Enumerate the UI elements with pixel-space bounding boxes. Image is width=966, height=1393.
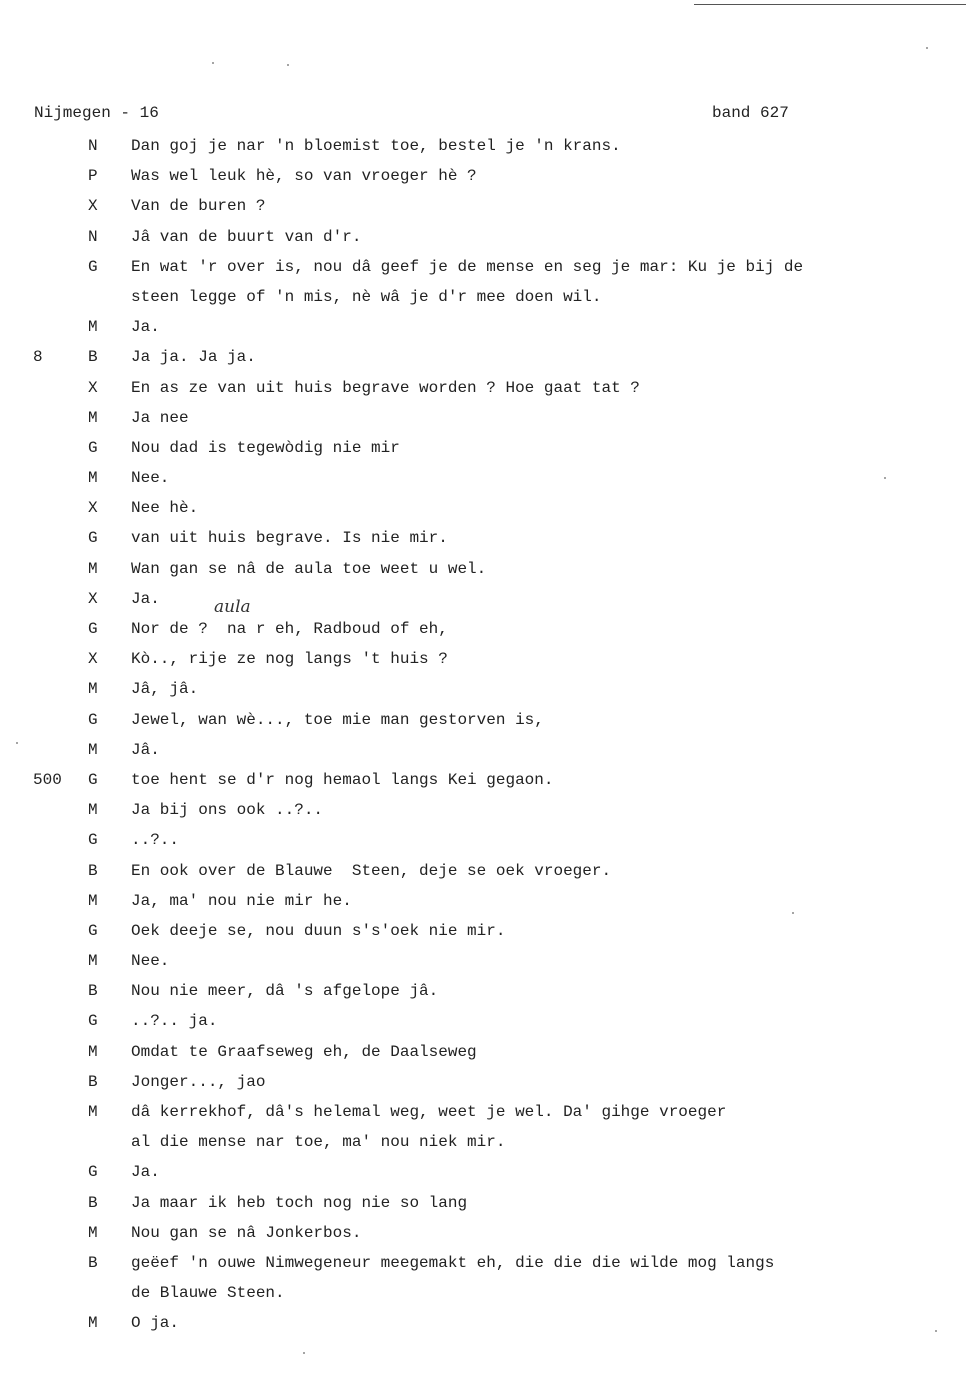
transcript-line (0, 919, 966, 949)
scan-speck (884, 477, 886, 479)
speaker-code: G (88, 770, 98, 789)
speaker-code: B (88, 1253, 98, 1272)
utterance-text: geëef 'n ouwe Nimwegeneur meegemakt eh, die die die wilde mog langs (131, 1253, 775, 1272)
speaker-code: B (88, 1072, 98, 1091)
transcript-line (0, 1040, 966, 1070)
transcript-line (0, 526, 966, 556)
speaker-code: M (88, 1042, 98, 1061)
utterance-text: En ook over de Blauwe Steen, deje se oek vroeger. (131, 861, 612, 880)
transcript-line (0, 738, 966, 768)
utterance-text: Jewel, wan wè..., toe mie man gestorven is, (131, 710, 544, 729)
utterance-text: En as ze van uit huis begrave worden ? Hoe gaat tat ? (131, 378, 640, 397)
speaker-code: M (88, 680, 98, 699)
utterance-text: Ja bij ons ook ..?.. (131, 801, 324, 820)
utterance-text: Nee hè. (131, 499, 199, 518)
scan-speck (935, 1330, 937, 1332)
transcript-line (0, 768, 966, 798)
speaker-code: M (88, 318, 98, 337)
transcript (0, 134, 966, 1342)
transcript-line (0, 225, 966, 255)
speaker-code: M (88, 740, 98, 759)
speaker-code: X (88, 197, 98, 216)
utterance-text: Ja ja. Ja ja. (131, 348, 256, 367)
speaker-code: M (88, 1223, 98, 1242)
utterance-text: Dan goj je nar 'n bloemist toe, bestel je 'n krans. (131, 137, 621, 155)
utterance-text: En wat 'r over is, nou dâ geef je de mense en seg je mar: Ku je bij de (131, 257, 804, 276)
utterance-text: O ja. (131, 1314, 180, 1333)
transcript-line (0, 406, 966, 436)
utterance-text: Was wel leuk hè, so van vroeger hè ? (131, 167, 477, 186)
speaker-code: M (88, 1314, 98, 1333)
utterance-text: Nor de ? na r eh, Radboud of eh, (131, 620, 448, 638)
speaker-code: P (88, 167, 98, 186)
speaker-code: M (88, 559, 98, 578)
transcript-line (0, 1130, 966, 1160)
transcript-line (0, 708, 966, 738)
transcript-line (0, 889, 966, 919)
utterance-text: toe hent se d'r nog hemaol langs Kei gegaon. (131, 770, 554, 789)
transcript-line (0, 1100, 966, 1130)
speaker-code: B (88, 348, 98, 367)
utterance-text: ..?.. ja. (131, 1012, 218, 1031)
speaker-code: N (88, 227, 98, 246)
transcript-line (0, 1160, 966, 1190)
utterance-text: dâ kerrekhof, dâ's helemal weg, weet je wel. Da' gihge vroeger (131, 1103, 727, 1121)
speaker-code: G (88, 529, 98, 548)
utterance-text: Ja maar ik heb toch nog nie so lang (131, 1193, 468, 1212)
speaker-code: G (88, 1012, 98, 1031)
utterance-text: ..?.. (131, 831, 180, 850)
transcript-line (0, 677, 966, 707)
speaker-code: M (88, 408, 98, 427)
transcript-line (0, 798, 966, 828)
tape-band-header: band 627 (712, 104, 789, 122)
speaker-code: G (88, 620, 98, 638)
utterance-text: Ja. (131, 318, 160, 337)
transcript-line (0, 1009, 966, 1039)
transcript-line (0, 285, 966, 315)
utterance-text: Jâ. (131, 740, 160, 759)
utterance-text: Nou nie meer, dâ 's afgelope jâ. (131, 982, 439, 1001)
transcript-line (0, 828, 966, 858)
speaker-code: G (88, 921, 98, 940)
utterance-text: Ja. (131, 589, 160, 608)
transcript-line (0, 1221, 966, 1251)
scan-speck (287, 64, 289, 66)
transcript-line (0, 1070, 966, 1100)
utterance-text: de Blauwe Steen. (131, 1284, 285, 1303)
utterance-text: Jâ, jâ. (131, 680, 199, 699)
transcript-line (0, 194, 966, 224)
utterance-text: Jonger..., jao (131, 1072, 266, 1091)
handwritten-correction: aula (214, 597, 251, 617)
transcript-line (0, 557, 966, 587)
scan-speck (16, 742, 18, 744)
transcript-line (0, 345, 966, 375)
utterance-text: Ja nee (131, 408, 189, 427)
utterance-text: Nou gan se nâ Jonkerbos. (131, 1223, 362, 1242)
margin-counter: 8 (33, 348, 43, 367)
speaker-code: M (88, 801, 98, 820)
utterance-text: Nee. (131, 952, 170, 971)
speaker-code: G (88, 710, 98, 729)
speaker-code: G (88, 257, 98, 276)
speaker-code: G (88, 831, 98, 850)
scan-speck (792, 912, 794, 914)
utterance-text: Ja, ma' nou nie mir he. (131, 891, 352, 910)
transcript-line (0, 1311, 966, 1341)
transcript-line (0, 134, 966, 164)
transcript-line (0, 979, 966, 1009)
utterance-text: steen legge of 'n mis, nè wâ je d'r mee doen wil. (131, 287, 602, 306)
utterance-text: Van de buren ? (131, 197, 266, 216)
speaker-code: G (88, 1163, 98, 1182)
speaker-code: M (88, 469, 98, 488)
transcript-line (0, 164, 966, 194)
speaker-code: B (88, 861, 98, 880)
scan-speck (926, 47, 928, 49)
transcript-line (0, 949, 966, 979)
top-rule (694, 4, 966, 5)
speaker-code: X (88, 499, 98, 518)
speaker-code: X (88, 650, 98, 669)
utterance-text: Omdat te Graafseweg eh, de Daalseweg (131, 1042, 477, 1061)
scan-speck (303, 1352, 305, 1354)
transcript-line (0, 436, 966, 466)
utterance-text: al die mense nar toe, ma' nou niek mir. (131, 1133, 506, 1152)
speaker-code: B (88, 1193, 98, 1212)
speaker-code: X (88, 589, 98, 608)
transcript-line (0, 587, 966, 617)
transcript-line (0, 859, 966, 889)
utterance-text: Wan gan se nâ de aula toe weet u wel. (131, 559, 487, 578)
utterance-text: Ja. (131, 1163, 160, 1182)
transcript-line (0, 255, 966, 285)
page-location-header: Nijmegen - 16 (34, 104, 159, 122)
utterance-text: Nee. (131, 469, 170, 488)
speaker-code: M (88, 952, 98, 971)
utterance-text: Jâ van de buurt van d'r. (131, 227, 362, 246)
transcript-line (0, 496, 966, 526)
transcript-line (0, 466, 966, 496)
transcript-line (0, 1191, 966, 1221)
speaker-code: M (88, 891, 98, 910)
utterance-text: Kò.., rije ze nog langs 't huis ? (131, 650, 448, 669)
utterance-text: van uit huis begrave. Is nie mir. (131, 529, 448, 548)
transcript-line (0, 315, 966, 345)
utterance-text: Nou dad is tegewòdig nie mir (131, 438, 400, 457)
speaker-code: G (88, 438, 98, 457)
transcript-line (0, 1251, 966, 1281)
margin-counter: 500 (33, 770, 62, 789)
transcript-line (0, 647, 966, 677)
speaker-code: X (88, 378, 98, 397)
transcript-line (0, 1281, 966, 1311)
utterance-text: Oek deeje se, nou duun s's'oek nie mir. (131, 921, 506, 940)
speaker-code: B (88, 982, 98, 1001)
speaker-code: M (88, 1103, 98, 1121)
speaker-code: N (88, 137, 98, 155)
scan-speck (212, 62, 214, 64)
transcript-line (0, 376, 966, 406)
